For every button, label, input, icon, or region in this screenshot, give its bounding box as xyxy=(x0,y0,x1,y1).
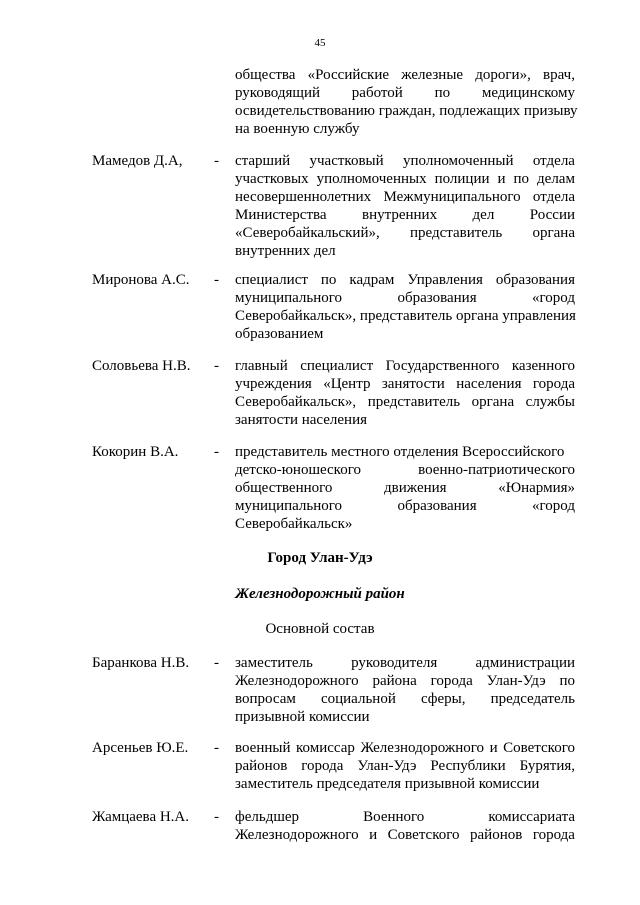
description-word: врач, xyxy=(543,67,575,83)
description-word: детско-юношеского xyxy=(235,462,361,478)
description-line xyxy=(235,224,575,242)
description-word: казенного xyxy=(511,358,575,374)
description-word: района xyxy=(372,673,417,689)
description-word: учреждения xyxy=(235,376,312,392)
description-word: представитель xyxy=(367,394,461,410)
description-word: Военного xyxy=(363,809,425,825)
entry-dash: - xyxy=(214,358,219,374)
description-word: внутренних дел xyxy=(235,243,336,259)
description-word: Государственного xyxy=(385,358,500,374)
description-line xyxy=(235,170,575,188)
entry-dash: - xyxy=(214,153,219,169)
description-word: несовершеннолетних xyxy=(235,189,372,205)
description-word: фельдшер xyxy=(235,809,300,825)
description-line xyxy=(235,375,575,393)
description-word: занятости xyxy=(381,376,445,392)
description-word: сферы, xyxy=(420,691,466,707)
description-word: «город xyxy=(532,290,575,306)
description-line xyxy=(235,411,575,429)
description-line xyxy=(235,102,578,120)
member-name: Кокорин В.А. xyxy=(92,444,179,460)
description-word: военно-патриотического xyxy=(418,462,575,478)
description-word: вопросам xyxy=(235,691,296,707)
description-word: на военную службу xyxy=(235,121,360,137)
description-word: отдела xyxy=(532,189,575,205)
description-line xyxy=(235,271,575,289)
description-word: общества xyxy=(235,67,296,83)
description-word: движения xyxy=(384,480,447,496)
description-word: «Российские xyxy=(307,67,390,83)
description-line xyxy=(235,497,575,515)
description-line xyxy=(235,775,575,793)
description-line xyxy=(235,152,575,170)
description-word: уполномоченных xyxy=(316,171,427,187)
description-word: районов xyxy=(235,758,288,774)
description-line xyxy=(235,289,575,307)
description-word: Железнодорожного xyxy=(235,827,359,843)
city-heading: Город Улан-Удэ xyxy=(267,550,373,566)
description-word: Министерства xyxy=(235,207,327,223)
description-word: внутренних xyxy=(362,207,438,223)
description-word: социальной xyxy=(320,691,396,707)
description-line xyxy=(235,242,575,260)
member-role-description xyxy=(235,271,575,343)
description-word: делам xyxy=(537,171,575,187)
description-line xyxy=(235,757,575,775)
description-word: Советского xyxy=(387,827,460,843)
description-word: общественного xyxy=(235,480,333,496)
description-line xyxy=(235,739,575,757)
description-word: по xyxy=(320,272,337,288)
description-line xyxy=(235,654,575,672)
description-line xyxy=(235,66,575,84)
description-word: специалист xyxy=(235,272,308,288)
description-line xyxy=(235,672,575,690)
member-role-description xyxy=(235,654,575,726)
member-name: Мамедов Д.А, xyxy=(92,153,183,169)
description-word: Улан-Удэ xyxy=(357,758,417,774)
description-word: представитель xyxy=(409,225,503,241)
description-word: призывной комиссии xyxy=(235,709,370,725)
composition-heading: Основной состав xyxy=(265,621,375,637)
description-word: муниципального xyxy=(235,498,343,514)
description-line xyxy=(235,357,575,375)
description-word: и xyxy=(489,740,498,756)
description-word: военный xyxy=(235,740,291,756)
member-name: Жамцаева Н.А. xyxy=(92,809,190,825)
description-word: по xyxy=(513,171,530,187)
description-word: «Центр xyxy=(323,376,371,392)
description-word: города xyxy=(532,376,575,392)
entry-dash: - xyxy=(214,272,219,288)
description-word: города xyxy=(532,827,575,843)
description-line xyxy=(235,188,575,206)
description-word: дороги», xyxy=(475,67,531,83)
description-line xyxy=(235,307,575,325)
description-word: «Северобайкальский», xyxy=(235,225,380,241)
description-word: медицинскому xyxy=(481,85,575,101)
description-line xyxy=(235,479,575,497)
member-role-description xyxy=(235,443,575,533)
description-word: работой xyxy=(351,85,403,101)
member-name: Миронова А.С. xyxy=(92,272,190,288)
description-word: органа xyxy=(471,394,515,410)
description-word: железные xyxy=(401,67,464,83)
description-word: занятости населения xyxy=(235,412,368,428)
description-word: города xyxy=(301,758,344,774)
description-word: специалист xyxy=(300,358,374,374)
description-word: заместитель xyxy=(235,655,313,671)
description-word: Управления xyxy=(407,272,483,288)
description-word: муниципального xyxy=(235,290,343,306)
description-line xyxy=(235,461,575,479)
entry-dash: - xyxy=(214,444,219,460)
description-word: Бурятия, xyxy=(519,758,575,774)
member-name: Баранкова Н.В. xyxy=(92,655,190,671)
description-word: образования xyxy=(495,272,575,288)
member-role-description xyxy=(235,357,575,429)
description-word: Железнодорожного xyxy=(360,740,485,756)
description-word: Северобайкальск», xyxy=(235,394,357,410)
description-line xyxy=(235,515,575,533)
description-word: Северобайкальск», представитель органа управления xyxy=(235,308,576,324)
description-word: представитель местного отделения Всероссийского xyxy=(235,444,565,460)
description-word: Железнодорожного xyxy=(235,673,359,689)
description-word: образования xyxy=(397,498,477,514)
description-line xyxy=(235,84,575,102)
description-word: «Юнармия» xyxy=(498,480,575,496)
member-name: Арсеньев Ю.Е. xyxy=(92,740,189,756)
description-word: по xyxy=(559,673,575,689)
district-heading: Железнодорожный район xyxy=(235,586,405,602)
description-word: «город xyxy=(532,498,575,514)
description-line xyxy=(235,325,575,343)
description-word: образованием xyxy=(235,326,324,342)
description-word: администрации xyxy=(475,655,575,671)
description-word: по xyxy=(434,85,451,101)
description-line xyxy=(235,443,575,461)
entry-dash: - xyxy=(214,740,219,756)
member-role-description xyxy=(235,808,575,844)
description-word: отдела xyxy=(532,153,575,169)
description-line xyxy=(235,393,575,411)
description-word: участковых xyxy=(235,171,309,187)
description-word: Советского xyxy=(503,740,575,756)
entry-dash: - xyxy=(214,655,219,671)
description-word: Республики xyxy=(430,758,506,774)
description-line xyxy=(235,206,575,224)
intro-description xyxy=(235,66,578,138)
description-word: города xyxy=(430,673,473,689)
entry-dash: - xyxy=(214,809,219,825)
member-name: Соловьева Н.В. xyxy=(92,358,191,374)
description-word: старший xyxy=(235,153,291,169)
description-line xyxy=(235,120,575,138)
description-word: заместитель председателя призывной комиссии xyxy=(235,776,540,792)
description-word: и xyxy=(497,171,506,187)
description-word: дел xyxy=(472,207,495,223)
description-line xyxy=(235,708,575,726)
description-word: полиции xyxy=(434,171,490,187)
description-word: комиссар xyxy=(296,740,355,756)
description-line xyxy=(235,826,575,844)
description-word: руководителя xyxy=(351,655,438,671)
description-word: Улан-Удэ xyxy=(486,673,546,689)
description-word: службы xyxy=(525,394,575,410)
description-word: районов xyxy=(470,827,523,843)
description-word: Северобайкальск» xyxy=(235,516,353,532)
description-word: председатель xyxy=(490,691,575,707)
description-word: руководящий xyxy=(235,85,321,101)
description-word: органа xyxy=(532,225,575,241)
description-word: комиссариата xyxy=(488,809,575,825)
page-number: 45 xyxy=(314,37,326,49)
description-word: населения xyxy=(456,376,522,392)
description-word: России xyxy=(529,207,575,223)
description-word: уполномоченный xyxy=(403,153,514,169)
member-role-description xyxy=(235,152,575,260)
description-word: кадрам xyxy=(349,272,395,288)
description-word: образования xyxy=(397,290,477,306)
description-word: участковый xyxy=(309,153,384,169)
description-line xyxy=(235,690,575,708)
description-word: Межмуниципального xyxy=(383,189,521,205)
description-word: главный xyxy=(235,358,288,374)
description-line xyxy=(235,808,575,826)
description-word: и xyxy=(369,827,378,843)
description-word: освидетельствованию граждан, подлежащих призыву xyxy=(235,103,578,119)
member-role-description xyxy=(235,739,575,793)
